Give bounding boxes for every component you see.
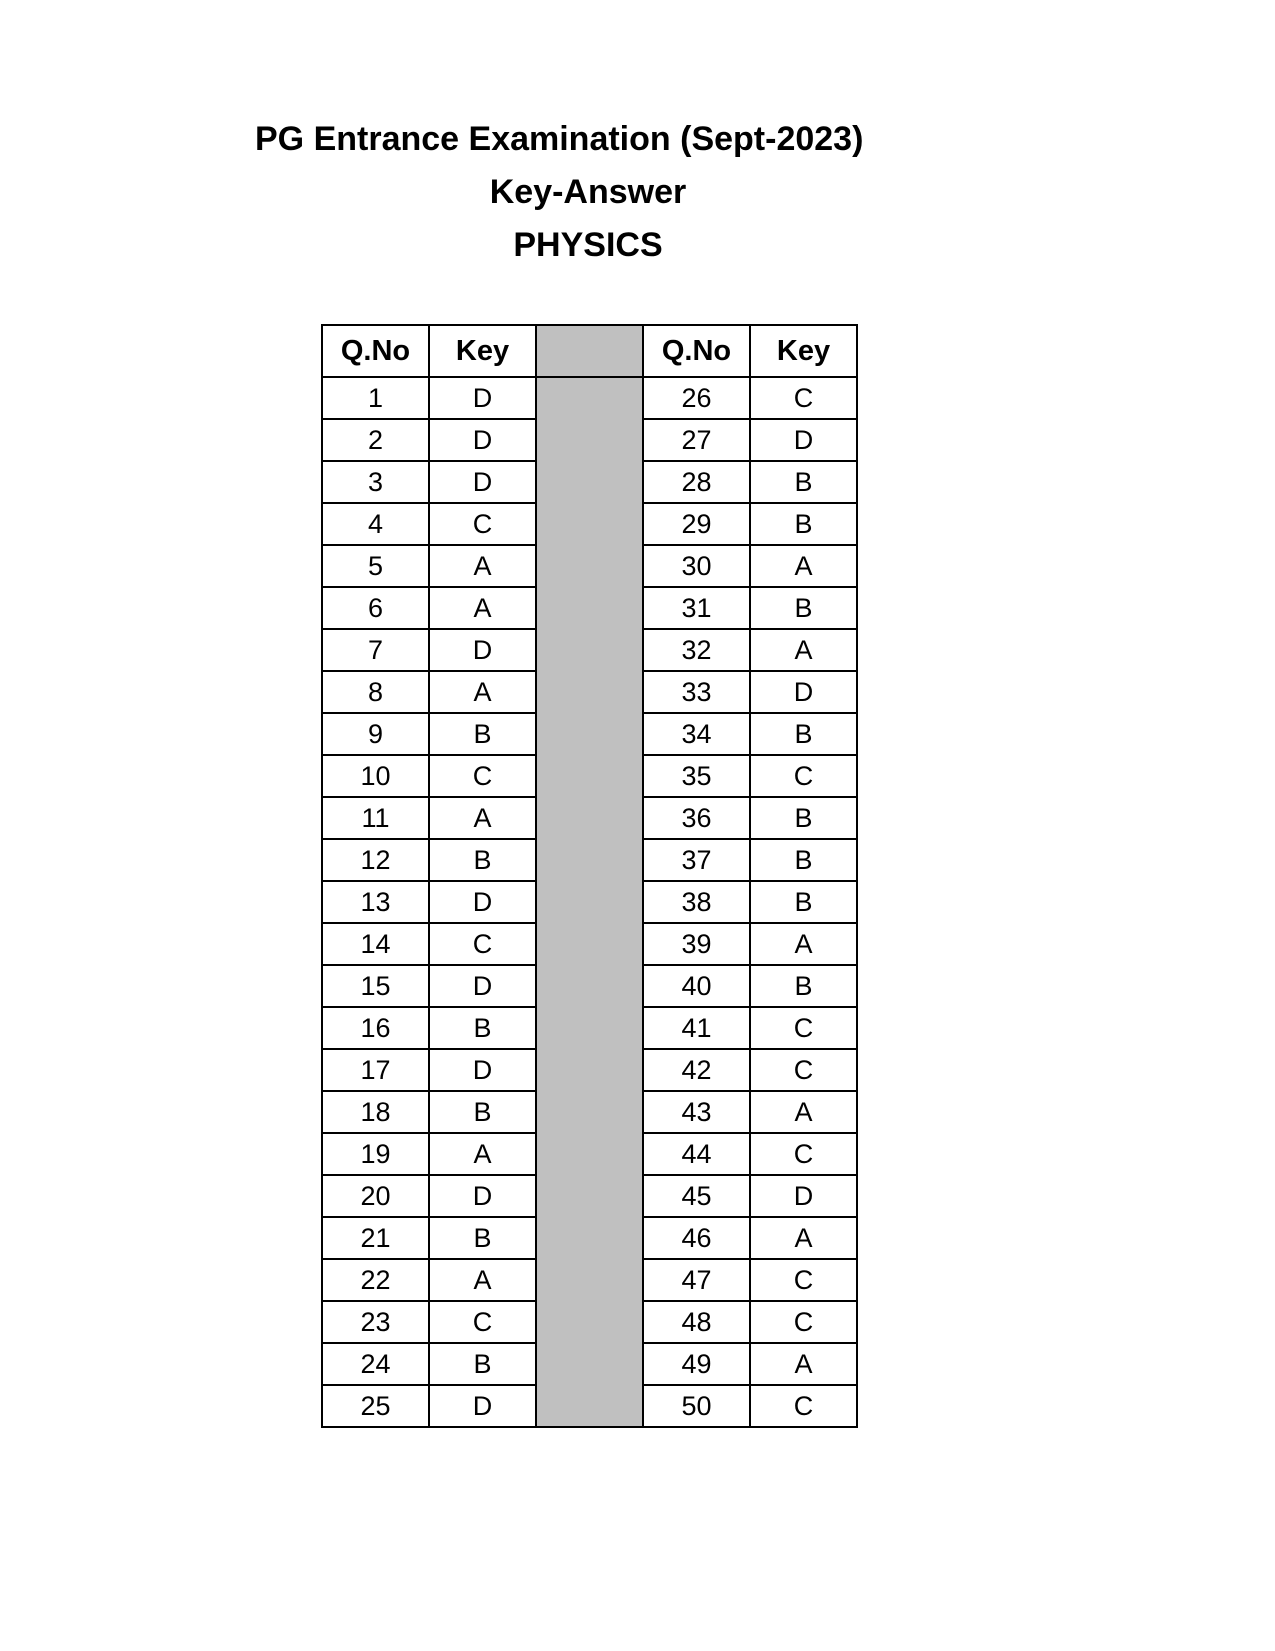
answer-key-cell: D (429, 965, 536, 1007)
separator-cell (536, 1133, 643, 1175)
question-number-cell: 24 (322, 1343, 429, 1385)
question-number-cell: 41 (643, 1007, 750, 1049)
table-row (322, 1091, 857, 1133)
table-row (322, 965, 857, 1007)
question-number-cell: 38 (643, 881, 750, 923)
separator-cell (536, 1343, 643, 1385)
question-number-cell: 28 (643, 461, 750, 503)
question-number-cell: 47 (643, 1259, 750, 1301)
answer-key-cell: D (429, 1049, 536, 1091)
column-header-key-left: Key (429, 325, 536, 377)
separator-cell (536, 839, 643, 881)
answer-key-cell: D (429, 1385, 536, 1427)
question-number-cell: 40 (643, 965, 750, 1007)
question-number-cell: 25 (322, 1385, 429, 1427)
answer-key-cell: B (750, 713, 857, 755)
question-number-cell: 49 (643, 1343, 750, 1385)
question-number-cell: 32 (643, 629, 750, 671)
answer-key-cell: B (429, 1217, 536, 1259)
table-row (322, 419, 857, 461)
separator-column (536, 325, 643, 377)
answer-key-cell: B (750, 461, 857, 503)
question-number-cell: 39 (643, 923, 750, 965)
separator-cell (536, 1007, 643, 1049)
answer-key-cell: B (429, 1091, 536, 1133)
separator-cell (536, 881, 643, 923)
answer-key-cell: C (429, 923, 536, 965)
question-number-cell: 46 (643, 1217, 750, 1259)
separator-cell (536, 1385, 643, 1427)
answer-key-cell: C (750, 1259, 857, 1301)
question-number-cell: 26 (643, 377, 750, 419)
question-number-cell: 10 (322, 755, 429, 797)
answer-key-cell: D (429, 419, 536, 461)
separator-cell (536, 1217, 643, 1259)
question-number-cell: 23 (322, 1301, 429, 1343)
table-row (322, 839, 857, 881)
question-number-cell: 37 (643, 839, 750, 881)
answer-key-cell: D (429, 881, 536, 923)
table-row (322, 377, 857, 419)
question-number-cell: 17 (322, 1049, 429, 1091)
answer-key-cell: D (429, 461, 536, 503)
question-number-cell: 30 (643, 545, 750, 587)
table-row (322, 881, 857, 923)
answer-key-cell: A (429, 1259, 536, 1301)
separator-cell (536, 587, 643, 629)
answer-key-cell: B (429, 839, 536, 881)
answer-key-cell: B (429, 1343, 536, 1385)
question-number-cell: 11 (322, 797, 429, 839)
answer-key-cell: C (750, 1385, 857, 1427)
table-row (322, 1133, 857, 1175)
separator-cell (536, 1175, 643, 1217)
answer-key-cell: C (750, 1049, 857, 1091)
document-title: PG Entrance Examination (Sept-2023) (255, 120, 864, 158)
question-number-cell: 18 (322, 1091, 429, 1133)
table-row (322, 755, 857, 797)
table-row (322, 923, 857, 965)
question-number-cell: 3 (322, 461, 429, 503)
separator-cell (536, 461, 643, 503)
question-number-cell: 35 (643, 755, 750, 797)
answer-key-cell: C (750, 755, 857, 797)
separator-cell (536, 629, 643, 671)
question-number-cell: 9 (322, 713, 429, 755)
table-row (322, 1301, 857, 1343)
question-number-cell: 50 (643, 1385, 750, 1427)
answer-key-cell: A (750, 1091, 857, 1133)
separator-cell (536, 419, 643, 461)
answer-key-cell: D (429, 1175, 536, 1217)
question-number-cell: 6 (322, 587, 429, 629)
separator-cell (536, 1301, 643, 1343)
question-number-cell: 34 (643, 713, 750, 755)
answer-key-cell: B (750, 965, 857, 1007)
answer-key-cell: C (429, 1301, 536, 1343)
separator-cell (536, 503, 643, 545)
question-number-cell: 43 (643, 1091, 750, 1133)
separator-cell (536, 377, 643, 419)
question-number-cell: 19 (322, 1133, 429, 1175)
table-row (322, 1385, 857, 1427)
question-number-cell: 42 (643, 1049, 750, 1091)
question-number-cell: 22 (322, 1259, 429, 1301)
answer-key-cell: A (750, 1343, 857, 1385)
separator-cell (536, 1259, 643, 1301)
table-row (322, 587, 857, 629)
table-row (322, 671, 857, 713)
separator-cell (536, 1091, 643, 1133)
question-number-cell: 7 (322, 629, 429, 671)
answer-key-cell: C (750, 1301, 857, 1343)
table-row (322, 1049, 857, 1091)
question-number-cell: 15 (322, 965, 429, 1007)
answer-key-body (322, 377, 857, 1427)
answer-key-cell: A (429, 587, 536, 629)
question-number-cell: 1 (322, 377, 429, 419)
question-number-cell: 29 (643, 503, 750, 545)
answer-key-cell: C (429, 755, 536, 797)
question-number-cell: 21 (322, 1217, 429, 1259)
answer-key-cell: C (750, 1133, 857, 1175)
table-row (322, 1217, 857, 1259)
answer-key-cell: A (429, 797, 536, 839)
answer-key-cell: A (429, 1133, 536, 1175)
table-row (322, 1259, 857, 1301)
question-number-cell: 27 (643, 419, 750, 461)
separator-cell (536, 545, 643, 587)
answer-key-cell: D (750, 1175, 857, 1217)
column-header-qno-right: Q.No (643, 325, 750, 377)
question-number-cell: 36 (643, 797, 750, 839)
subject-title: PHYSICS (513, 226, 663, 264)
question-number-cell: 45 (643, 1175, 750, 1217)
answer-key-cell: D (750, 419, 857, 461)
answer-key-cell: C (750, 1007, 857, 1049)
answer-key-cell: A (750, 1217, 857, 1259)
column-header-qno-left: Q.No (322, 325, 429, 377)
question-number-cell: 48 (643, 1301, 750, 1343)
column-header-key-right: Key (750, 325, 857, 377)
table-row (322, 629, 857, 671)
question-number-cell: 16 (322, 1007, 429, 1049)
answer-key-cell: D (750, 671, 857, 713)
separator-cell (536, 923, 643, 965)
answer-key-cell: B (750, 797, 857, 839)
table-row (322, 713, 857, 755)
question-number-cell: 31 (643, 587, 750, 629)
table-row (322, 797, 857, 839)
answer-key-cell: D (429, 377, 536, 419)
answer-key-cell: A (750, 545, 857, 587)
answer-key-cell: C (429, 503, 536, 545)
question-number-cell: 2 (322, 419, 429, 461)
answer-key-cell: A (750, 629, 857, 671)
table-row (322, 1007, 857, 1049)
document-subtitle: Key-Answer (489, 173, 687, 211)
table-header-row (322, 325, 857, 377)
separator-cell (536, 713, 643, 755)
answer-key-cell: D (429, 629, 536, 671)
answer-key-cell: B (750, 587, 857, 629)
separator-cell (536, 671, 643, 713)
answer-key-cell: B (750, 503, 857, 545)
table-row (322, 545, 857, 587)
table-row (322, 503, 857, 545)
question-number-cell: 5 (322, 545, 429, 587)
answer-key-cell: A (750, 923, 857, 965)
separator-cell (536, 1049, 643, 1091)
answer-key-cell: C (750, 377, 857, 419)
answer-key-cell: B (750, 881, 857, 923)
table-row (322, 1343, 857, 1385)
question-number-cell: 14 (322, 923, 429, 965)
question-number-cell: 12 (322, 839, 429, 881)
question-number-cell: 44 (643, 1133, 750, 1175)
answer-key-cell: A (429, 671, 536, 713)
answer-key-cell: B (750, 839, 857, 881)
separator-cell (536, 797, 643, 839)
answer-key-cell: B (429, 1007, 536, 1049)
question-number-cell: 8 (322, 671, 429, 713)
separator-cell (536, 965, 643, 1007)
table-row (322, 1175, 857, 1217)
question-number-cell: 13 (322, 881, 429, 923)
answer-key-cell: A (429, 545, 536, 587)
table-row (322, 461, 857, 503)
answer-key-cell: B (429, 713, 536, 755)
question-number-cell: 33 (643, 671, 750, 713)
question-number-cell: 4 (322, 503, 429, 545)
answer-key-table (321, 324, 858, 1428)
question-number-cell: 20 (322, 1175, 429, 1217)
separator-cell (536, 755, 643, 797)
